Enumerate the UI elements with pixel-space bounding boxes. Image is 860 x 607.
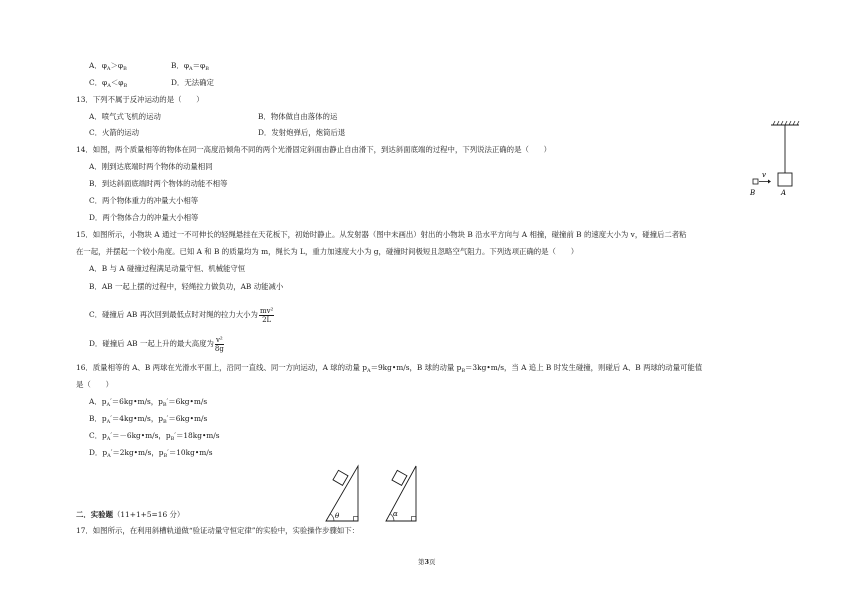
q16-stem-line1: 16．质量相等的 A、B 两球在光滑水平面上，沿同一直线、同一方向运动，A 球的动量 $p_A=9kg•m/s$，B 球的动量 $p_B=3kg•m/s$，当 A 追上 B 时发生碰撞，则碰后 A、B 两球的动量可能值 bbox=[76, 363, 703, 374]
q13-option-a: A．喷气式飞机的运动 bbox=[89, 112, 161, 121]
q12-option-c: C．$\varphi_A<\varphi_B$ bbox=[89, 78, 128, 89]
pendulum-label-a: A bbox=[781, 189, 787, 197]
q16-stem-line2: 是（ ） bbox=[76, 380, 113, 389]
section-2-heading: 二．实验题（11+1+5=16 分） bbox=[76, 510, 185, 519]
q12-option-b: B．$\varphi_A=\varphi_B$ bbox=[171, 61, 209, 72]
q15-option-c-fraction: $\frac{\text{mv²}}{2L}$ bbox=[259, 306, 274, 324]
q15-option-a: A．B 与 A 碰撞过程满足动量守恒、机械能守恒 bbox=[89, 264, 246, 273]
slopes-label-alpha: α bbox=[393, 510, 398, 518]
q15-option-c: C．碰撞后 AB 再次回到最低点时对绳的拉力大小为 $\frac{\text{mv²}}{2L}$ bbox=[89, 306, 274, 324]
q15-stem-line1: 15．如图所示，小物块 A 通过一不可伸长的轻绳悬挂在天花板下，初始时静止。从发射器（图中未画出）射出的小物块 B 沿水平方向与 A 相撞，碰撞前 B 的速度大小为 v，碰撞后二者粘 bbox=[76, 230, 687, 239]
q14-option-b: B．到达斜面底端时两个物体的动能不相等 bbox=[89, 179, 228, 188]
slopes-label-theta: θ bbox=[335, 512, 340, 520]
q13-stem: 13．下列不属于反冲运动的是（ ） bbox=[76, 95, 204, 104]
q12-option-a: A．$\varphi_A>\varphi_B$ bbox=[89, 61, 127, 72]
q13-option-b: B．物体做自由落体的运 bbox=[258, 112, 338, 121]
q12-option-d: D．无法确定 bbox=[171, 78, 214, 87]
q16-option-b: B．$p_A'=4kg•m/s$，$p_B'=6kg•m/s$ bbox=[89, 414, 208, 425]
q14-option-c: C．两个物体重力的冲量大小相等 bbox=[89, 196, 199, 205]
page-number: 第3页 bbox=[418, 558, 436, 566]
q16-option-c: C．$p_A'=-6kg•m/s$，$p_B'=18kg•m/s$ bbox=[89, 431, 220, 442]
q16-option-d: D．$p_A'=2kg•m/s$，$p_B'=10kg•m/s$ bbox=[89, 448, 213, 459]
q15-option-b: B．AB 一起上摆的过程中，轻绳拉力做负功，AB 动能减小 bbox=[89, 282, 284, 291]
q15-stem-line2: 在一起，并摆起一个较小角度。已知 A 和 B 的质量均为 m，绳长为 L，重力加速度大小为 g，碰撞时间极短且忽略空气阻力。下列选项正确的是（ ） bbox=[76, 247, 579, 256]
q14-option-a: A．刚到达底端时两个物体的动量相同 bbox=[89, 162, 213, 171]
q17-stem: 17．如图所示，在利用斜槽轨道做“验证动量守恒定律”的实验中，实验操作步骤如下： bbox=[76, 526, 360, 535]
pendulum-label-b: B bbox=[750, 189, 756, 197]
q15-option-d-fraction: $\frac{\text{v²}}{8g}$ bbox=[214, 335, 224, 353]
q13-option-c: C．火箭的运动 bbox=[89, 128, 139, 137]
pendulum-figure bbox=[740, 118, 810, 202]
q16-option-a: A．$p_A'=6kg•m/s$，$p_B'=6kg•m/s$ bbox=[89, 397, 208, 408]
slopes-figure bbox=[318, 458, 424, 526]
q13-option-d: D．发射炮弹后，炮筒后退 bbox=[258, 128, 346, 137]
q15-option-d: D．碰撞后 AB 一起上升的最大高度为 $\frac{\text{v²}}{8g}$ bbox=[89, 335, 224, 353]
q14-option-d: D．两个物体合力的冲量大小相等 bbox=[89, 213, 199, 222]
pendulum-label-v: v bbox=[762, 171, 766, 179]
q14-stem: 14．如图，两个质量相等的物体在同一高度沿倾角不同的两个光滑固定斜面由静止自由滑下，到达斜面底端的过程中，下列说法正确的是（ ） bbox=[76, 145, 552, 154]
